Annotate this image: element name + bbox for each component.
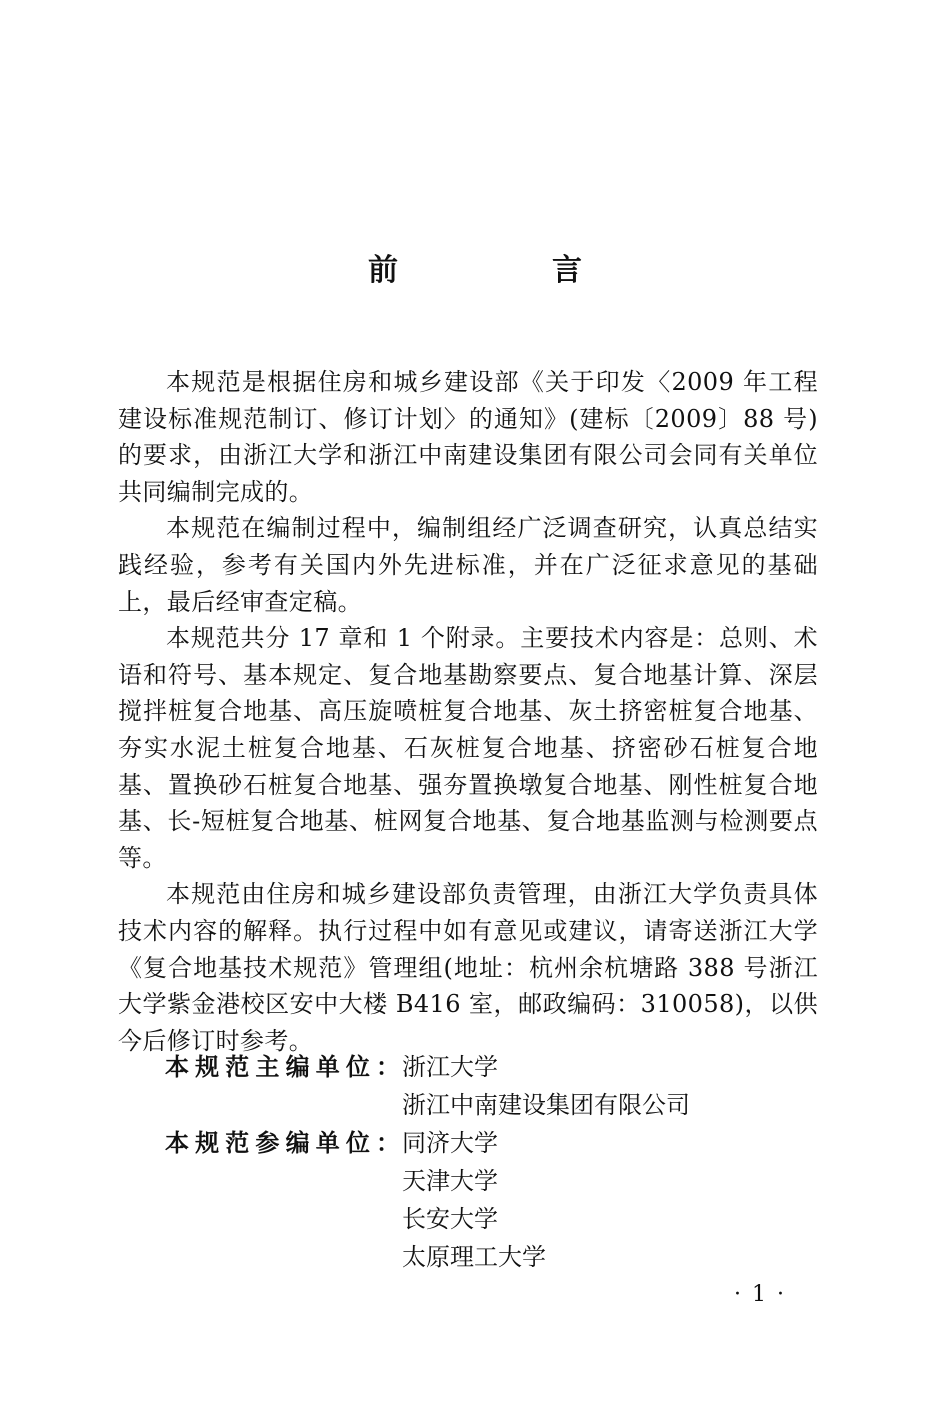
unit-name: 天津大学 xyxy=(402,1167,498,1195)
unit-name: 浙江中南建设集团有限公司 xyxy=(402,1091,690,1119)
unit-name: 太原理工大学 xyxy=(402,1243,546,1271)
label-char: 位 xyxy=(345,1053,370,1081)
label-char: ： xyxy=(375,1053,400,1081)
label-char: 编 xyxy=(285,1053,310,1081)
label-char: 本 xyxy=(165,1053,189,1081)
participating-units-label xyxy=(165,1124,400,1276)
paragraph-4: 本规范由住房和城乡建设部负责管理，由浙江大学负责具体技术内容的解释。执行过程中如有意见或建议，请寄送浙江大学《复合地基技术规范》管理组(地址：杭州余杭塘路 388 号浙江大学紫金港校区安中大楼 B416 室，邮政编码：310058)，以供今后修订时参考。 xyxy=(118,880,818,1055)
label-char: 规 xyxy=(195,1129,220,1157)
paragraph-3: 本规范共分 17 章和 1 个附录。主要技术内容是：总则、术语和符号、基本规定、复合地基勘察要点、复合地基计算、深层搅拌桩复合地基、高压旋喷桩复合地基、灰土挤密桩复合地基、夯实水泥土桩复合地基、石灰桩复合地基、挤密砂石桩复合地基、置换砂石桩复合地基、强夯置换墩复合地基、刚性桩复合地基、长-短桩复合地基、桩网复合地基、复合地基监测与检测要点等。 xyxy=(118,624,818,872)
label-char: ： xyxy=(375,1129,400,1157)
unit-name: 同济大学 xyxy=(402,1129,498,1157)
label-char: 范 xyxy=(225,1053,250,1081)
editing-units xyxy=(165,1048,690,1276)
participating-units-list xyxy=(400,1124,546,1276)
unit-name: 浙江大学 xyxy=(402,1053,498,1081)
page-number: · 1 · xyxy=(734,1282,786,1307)
label-char: 规 xyxy=(195,1053,220,1081)
chief-units-row xyxy=(165,1048,690,1124)
unit-name: 长安大学 xyxy=(402,1205,498,1233)
label-char: 本 xyxy=(165,1129,189,1157)
label-char: 编 xyxy=(285,1129,310,1157)
label-char: 主 xyxy=(255,1053,280,1081)
label-char: 单 xyxy=(315,1053,340,1081)
chief-units-label xyxy=(165,1048,400,1124)
label-char: 位 xyxy=(345,1129,370,1157)
paragraph-1: 本规范是根据住房和城乡建设部《关于印发〈2009 年工程建设标准规范制订、修订计划〉的通知》(建标〔2009〕88 号)的要求，由浙江大学和浙江中南建设集团有限公司会同有关单位共同编制完成的。 xyxy=(118,368,818,506)
foreword-body xyxy=(118,364,818,1059)
label-char: 参 xyxy=(255,1129,280,1157)
paragraph-2: 本规范在编制过程中，编制组经广泛调查研究，认真总结实践经验，参考有关国内外先进标准，并在广泛征求意见的基础上，最后经审查定稿。 xyxy=(118,514,818,616)
label-char: 单 xyxy=(315,1129,340,1157)
participating-units-row xyxy=(165,1124,690,1276)
page-title: 前 言 xyxy=(368,253,644,288)
label-char: 范 xyxy=(225,1129,250,1157)
chief-units-list xyxy=(400,1048,690,1124)
